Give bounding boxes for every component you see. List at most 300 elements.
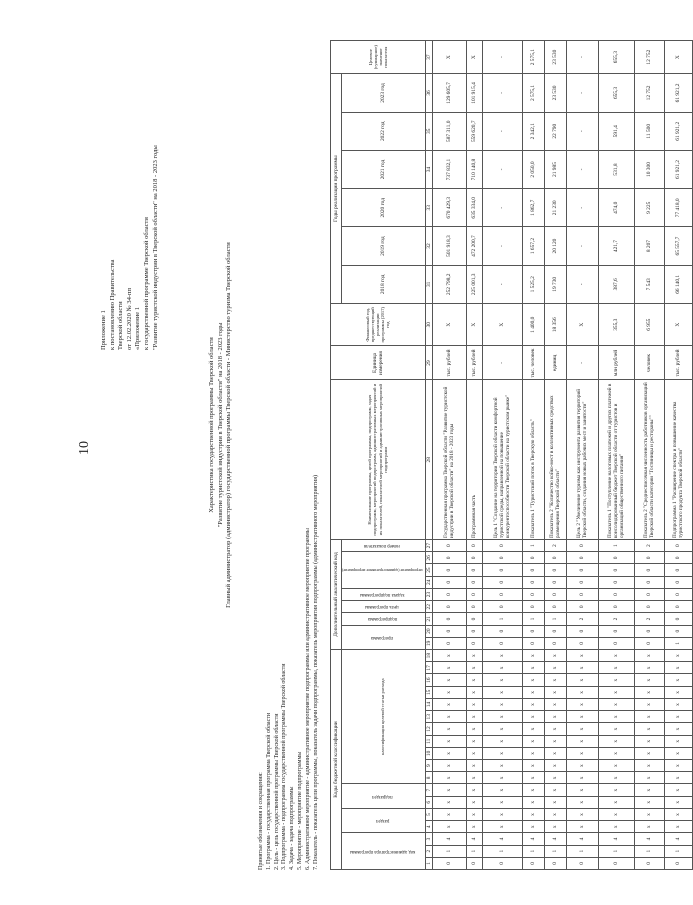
code-cell: x xyxy=(598,796,634,808)
row-name-cell: Программная часть xyxy=(466,380,482,539)
y2018-cell: 66 140,1 xyxy=(664,265,692,303)
fin-cell: 18 356 xyxy=(544,303,566,346)
code-cell: 0 xyxy=(522,637,544,649)
code-cell: x xyxy=(466,747,482,759)
code-cell: x xyxy=(482,674,522,686)
code-cell: 4 xyxy=(466,833,482,845)
code-cell: 0 xyxy=(466,576,482,588)
y2018-cell: 225 001,3 xyxy=(466,265,482,303)
fin-cell: X xyxy=(466,303,482,346)
unit-cell: человек xyxy=(634,346,664,380)
code-cell: 0 xyxy=(634,601,664,613)
unit-cell: тыс. рублей xyxy=(466,346,482,380)
column-number: 37 xyxy=(425,41,432,74)
code-cell: x xyxy=(466,796,482,808)
code-cell: 1 xyxy=(432,845,466,857)
note-line: 4. Задача - задача подпрограммы xyxy=(289,786,296,870)
y2021-cell: - xyxy=(566,150,598,188)
y2022-cell: 2 342,1 xyxy=(522,112,544,150)
code-cell: x xyxy=(482,698,522,710)
code-cell: x xyxy=(598,735,634,747)
column-number: 13 xyxy=(425,711,432,723)
code-cell: x xyxy=(544,723,566,735)
code-cell: x xyxy=(566,650,598,662)
code-cell: 0 xyxy=(664,539,692,551)
code-cell: x xyxy=(634,723,664,735)
code-cell: x xyxy=(482,747,522,759)
code-cell: x xyxy=(544,772,566,784)
y2018-cell: 1 525,2 xyxy=(522,265,544,303)
code-cell: x xyxy=(522,772,544,784)
code-cell: 4 xyxy=(522,833,544,845)
y2021-cell: 10 300 xyxy=(634,150,664,188)
code-cell: x xyxy=(634,760,664,772)
appendix-line: «Приложение 1 xyxy=(134,306,142,350)
code-cell: 0 xyxy=(466,588,482,600)
y2021-cell: 61 921,2 xyxy=(664,150,692,188)
code-cell: x xyxy=(544,760,566,772)
y2023-cell: - xyxy=(566,74,598,112)
code-cell: x xyxy=(634,821,664,833)
code-cell: 0 xyxy=(522,564,544,576)
code-cell: 0 xyxy=(566,564,598,576)
appendix-line: к государственной программе Тверской области xyxy=(142,217,150,350)
unit-cell: единиц xyxy=(544,346,566,380)
code-cell: 0 xyxy=(634,857,664,869)
code-cell: 1 xyxy=(598,539,634,551)
code-cell: x xyxy=(522,723,544,735)
row-name-cell: Государственная программа Тверской области "Развитие туристской индустрии в Тверской области" на 2018 - 2023 годы xyxy=(432,380,466,539)
years-header: Годы реализации программы xyxy=(331,74,342,304)
code-cell: 0 xyxy=(566,625,598,637)
table-row xyxy=(432,41,466,870)
code-cell: 1 xyxy=(544,845,566,857)
code-cell: x xyxy=(664,821,692,833)
code-cell: 0 xyxy=(432,576,466,588)
column-number: 20 xyxy=(425,625,432,637)
y2018-cell: 387,6 xyxy=(598,265,634,303)
code-cell: x xyxy=(482,662,522,674)
code-cell: x xyxy=(664,784,692,796)
code-cell: x xyxy=(664,650,692,662)
code-cell: 0 xyxy=(566,857,598,869)
result-cell: X xyxy=(466,41,482,74)
code-cell: x xyxy=(466,784,482,796)
appendix-block xyxy=(100,60,160,350)
code-cell: x xyxy=(522,784,544,796)
code-cell: 0 xyxy=(522,552,544,564)
row-name-cell: Цель 1 "Создание на территории Тверской области комфортной туристской среды, направленной на повышение конкурентоспособности Тверской области на туристском рынке" xyxy=(482,380,522,539)
y2020-cell: 9 225 xyxy=(634,189,664,227)
column-number: 4 xyxy=(425,821,432,833)
code-cell: 0 xyxy=(522,588,544,600)
code-cell: 0 xyxy=(432,613,466,625)
y2021-cell: 531,8 xyxy=(598,150,634,188)
result-cell: X xyxy=(664,41,692,74)
y2023-cell: - xyxy=(482,74,522,112)
code-cell: x xyxy=(482,650,522,662)
code-cell: 0 xyxy=(432,857,466,869)
code-cell: 0 xyxy=(482,637,522,649)
code-cell: 1 xyxy=(598,845,634,857)
code-cell: 2 xyxy=(598,613,634,625)
code-cell: x xyxy=(544,808,566,820)
code-cell: 0 xyxy=(634,576,664,588)
code-cell: x xyxy=(566,698,598,710)
code-cell: 0 xyxy=(466,539,482,551)
code-cell: x xyxy=(634,735,664,747)
code-cell: 0 xyxy=(466,625,482,637)
y2019-cell: 8 207 xyxy=(634,227,664,265)
code-cell: x xyxy=(634,796,664,808)
code-cell: x xyxy=(598,698,634,710)
fin-cell: X xyxy=(432,303,466,346)
column-number: 21 xyxy=(425,613,432,625)
y2018-cell: 19 730 xyxy=(544,265,566,303)
y2020-cell: 1 862,7 xyxy=(522,189,544,227)
table-row xyxy=(522,41,544,870)
code-cell: x xyxy=(482,760,522,772)
code-cell: x xyxy=(598,808,634,820)
column-number: 31 xyxy=(425,265,432,303)
y2023-cell: 61 921,2 xyxy=(664,74,692,112)
goal-col-header: цель программы xyxy=(342,601,426,613)
row-name-cell: Подпрограмма 1 "Расширение спектра и повышение качества туристского продукта Тверской области" xyxy=(664,380,692,539)
y2022-cell: - xyxy=(566,112,598,150)
note-line: 2. Цель - цель государственной программы Тверской области xyxy=(273,713,280,870)
code-cell: x xyxy=(598,784,634,796)
y2021-cell: - xyxy=(482,150,522,188)
note-line: 7. Показатель - показатель цели программы, показатель задачи подпрограммы, показатель мероприятия подпрограммы (административного мероприятия) xyxy=(312,474,319,870)
appendix-line: от 12.02.2020 № 34-пп xyxy=(125,288,133,350)
code-cell: x xyxy=(544,711,566,723)
code-cell: x xyxy=(664,760,692,772)
code-cell: x xyxy=(482,784,522,796)
code-cell: x xyxy=(664,674,692,686)
code-cell: x xyxy=(566,662,598,674)
code-cell: 0 xyxy=(664,857,692,869)
column-number: 27 xyxy=(425,539,432,551)
table-row xyxy=(634,41,664,870)
y2022-cell: 559 620,7 xyxy=(466,112,482,150)
code-cell: 0 xyxy=(466,601,482,613)
code-cell: 1 xyxy=(466,845,482,857)
code-cell: x xyxy=(482,772,522,784)
code-cell: x xyxy=(566,674,598,686)
code-cell: 0 xyxy=(664,564,692,576)
y2020-cell: 670 429,3 xyxy=(432,189,466,227)
y2022-cell: 11 500 xyxy=(634,112,664,150)
code-cell: x xyxy=(432,735,466,747)
code-cell: x xyxy=(544,747,566,759)
code-cell: x xyxy=(598,723,634,735)
code-cell: x xyxy=(466,735,482,747)
table-row xyxy=(566,41,598,870)
y2020-cell: - xyxy=(482,189,522,227)
code-cell: x xyxy=(432,772,466,784)
heading-line: "Развитие туристской индустрии в Тверской области" на 2018 - 2023 годы xyxy=(216,322,224,528)
code-cell: 0 xyxy=(598,601,634,613)
code-cell: 1 xyxy=(522,539,544,551)
y2019-cell: 472 200,7 xyxy=(466,227,482,265)
column-number: 14 xyxy=(425,698,432,710)
y2023-cell: 12 752 xyxy=(634,74,664,112)
result-cell: - xyxy=(482,41,522,74)
code-cell: 0 xyxy=(432,539,466,551)
column-number: 24 xyxy=(425,576,432,588)
code-cell: 0 xyxy=(634,637,664,649)
code-cell: 0 xyxy=(598,552,634,564)
y2021-cell: 2 050,0 xyxy=(522,150,544,188)
y2020-cell: 21 230 xyxy=(544,189,566,227)
heading-line: Главный администратор (администратор) государственной программы Тверской области - Министерство туризма Тверской области xyxy=(225,242,232,608)
code-cell: 1 xyxy=(664,637,692,649)
code-cell: x xyxy=(634,711,664,723)
code-cell: 0 xyxy=(482,552,522,564)
target-article-header: классификация целевой статьи расхода xyxy=(342,650,426,784)
y2019-cell: 501 918,3 xyxy=(432,227,466,265)
code-cell: x xyxy=(522,821,544,833)
column-number: 28 xyxy=(425,380,432,539)
code-cell: x xyxy=(598,686,634,698)
result-header: Целевое (суммарное) значение показателя xyxy=(331,41,426,74)
column-number: 10 xyxy=(425,747,432,759)
code-cell: x xyxy=(522,735,544,747)
code-cell: 0 xyxy=(432,588,466,600)
code-cell: 4 xyxy=(482,833,522,845)
code-cell: 0 xyxy=(566,588,598,600)
y2018-cell: - xyxy=(482,265,522,303)
unit-cell: тыс. человек xyxy=(522,346,544,380)
column-number: 34 xyxy=(425,150,432,188)
code-cell: 4 xyxy=(664,833,692,845)
code-cell: 0 xyxy=(544,552,566,564)
unit-cell: - xyxy=(482,346,522,380)
code-cell: 2 xyxy=(634,539,664,551)
y2023-cell: 129 605,7 xyxy=(432,74,466,112)
fin-cell: X xyxy=(482,303,522,346)
code-cell: x xyxy=(566,735,598,747)
code-cell: x xyxy=(432,808,466,820)
code-cell: 0 xyxy=(664,588,692,600)
y2023-cell: 655,3 xyxy=(598,74,634,112)
column-number: 25 xyxy=(425,564,432,576)
code-cell: x xyxy=(634,662,664,674)
column-number: 19 xyxy=(425,637,432,649)
y2020-cell: 77 418,0 xyxy=(664,189,692,227)
code-cell: 0 xyxy=(432,552,466,564)
code-cell: x xyxy=(482,711,522,723)
code-cell: x xyxy=(544,796,566,808)
code-cell: 1 xyxy=(544,613,566,625)
column-number: 29 xyxy=(425,346,432,380)
row-name-cell: Показатель 1 "Туристский поток в Тверскую область" xyxy=(522,380,544,539)
code-cell: x xyxy=(466,772,482,784)
fin-year-header: Финансовый год, предшествующий реализации программы (2017) год xyxy=(331,303,426,346)
code-cell: 0 xyxy=(664,601,692,613)
fin-cell: 355,3 xyxy=(598,303,634,346)
result-cell: 2 575,1 xyxy=(522,41,544,74)
code-cell: x xyxy=(522,650,544,662)
appendix-line: Тверской области xyxy=(117,301,125,350)
code-cell: x xyxy=(566,686,598,698)
code-cell: 1 xyxy=(566,845,598,857)
code-cell: x xyxy=(432,686,466,698)
program-characteristics-table xyxy=(330,40,693,870)
column-number: 12 xyxy=(425,723,432,735)
table-row xyxy=(598,41,634,870)
code-cell: x xyxy=(566,796,598,808)
code-cell: x xyxy=(664,796,692,808)
code-cell: x xyxy=(664,711,692,723)
code-cell: 0 xyxy=(466,857,482,869)
code-cell: 0 xyxy=(432,564,466,576)
note-line: 1. Программа - государственная программа Тверской области xyxy=(265,712,272,870)
unit-cell: млн рублей xyxy=(598,346,634,380)
result-cell: 23 530 xyxy=(544,41,566,74)
code-cell: x xyxy=(664,808,692,820)
code-cell: 0 xyxy=(634,625,664,637)
code-cell: 0 xyxy=(544,625,566,637)
code-cell: 0 xyxy=(566,552,598,564)
code-cell: x xyxy=(432,747,466,759)
rotated-content xyxy=(90,30,685,880)
code-cell: x xyxy=(566,808,598,820)
code-cell: x xyxy=(432,760,466,772)
code-cell: x xyxy=(482,808,522,820)
code-cell: 0 xyxy=(432,625,466,637)
code-cell: 1 xyxy=(522,845,544,857)
name-header: Наименование программы, целей программы, подпрограмм, задач подпрограмм, мероприятий подпрограмм, административных мероприятий и их показателей, показателей мероприятий и административных мероприятий подпрограмм xyxy=(331,380,426,539)
code-cell: 2 xyxy=(634,613,664,625)
code-cell: x xyxy=(566,711,598,723)
code-cell: x xyxy=(432,711,466,723)
code-cell: x xyxy=(522,747,544,759)
code-cell: x xyxy=(466,662,482,674)
code-cell: 0 xyxy=(544,637,566,649)
code-cell: x xyxy=(544,784,566,796)
code-cell: x xyxy=(598,747,634,759)
y2019-cell: 65 557,7 xyxy=(664,227,692,265)
code-cell: x xyxy=(544,735,566,747)
code-cell: x xyxy=(544,821,566,833)
code-cell: x xyxy=(466,650,482,662)
program-col-header: программа xyxy=(342,625,426,649)
code-cell: x xyxy=(598,711,634,723)
y2023-cell: 23 530 xyxy=(544,74,566,112)
code-cell: 0 xyxy=(634,588,664,600)
code-cell: x xyxy=(522,662,544,674)
y2021-cell: 710 140,8 xyxy=(466,150,482,188)
y2018-cell: 7 543 xyxy=(634,265,664,303)
note-line: Принятые обозначения и сокращения: xyxy=(258,772,264,870)
code-cell: x xyxy=(466,711,482,723)
admin-code-header: код администратора программы xyxy=(342,833,426,870)
year-2019-header: 2019 год xyxy=(342,227,426,265)
code-cell: x xyxy=(466,674,482,686)
code-cell: 0 xyxy=(466,564,482,576)
measure-col-header: мероприятие (административное мероприятие) xyxy=(342,552,426,589)
year-2021-header: 2021 год xyxy=(342,150,426,188)
y2018-cell: 252 798,2 xyxy=(432,265,466,303)
column-number: 6 xyxy=(425,796,432,808)
code-cell: x xyxy=(482,686,522,698)
heading-line: Характеристика государственной программы Тверской области xyxy=(208,337,215,513)
code-cell: 0 xyxy=(544,857,566,869)
code-cell: x xyxy=(544,674,566,686)
code-cell: 4 xyxy=(566,833,598,845)
column-number: 11 xyxy=(425,735,432,747)
code-cell: 4 xyxy=(544,833,566,845)
code-cell: 0 xyxy=(522,601,544,613)
code-cell: x xyxy=(522,808,544,820)
code-cell: 0 xyxy=(432,637,466,649)
code-cell: 2 xyxy=(566,613,598,625)
column-number: 8 xyxy=(425,772,432,784)
code-cell: x xyxy=(466,808,482,820)
unit-cell: тыс. рублей xyxy=(664,346,692,380)
y2022-cell: 591,4 xyxy=(598,112,634,150)
code-cell: 0 xyxy=(566,539,598,551)
code-cell: 0 xyxy=(432,601,466,613)
code-cell: 4 xyxy=(598,833,634,845)
code-cell: x xyxy=(664,772,692,784)
column-number: 23 xyxy=(425,588,432,600)
code-cell: x xyxy=(598,650,634,662)
code-cell: x xyxy=(634,650,664,662)
budget-codes-header: Коды бюджетной классификации xyxy=(331,650,342,870)
y2018-cell: - xyxy=(566,265,598,303)
column-number: 9 xyxy=(425,760,432,772)
result-cell: 655,3 xyxy=(598,41,634,74)
code-cell: x xyxy=(598,772,634,784)
column-number: 22 xyxy=(425,601,432,613)
code-cell: x xyxy=(566,772,598,784)
column-number: 16 xyxy=(425,674,432,686)
y2019-cell: 421,7 xyxy=(598,227,634,265)
result-cell: X xyxy=(432,41,466,74)
subprogram-col-header: подпрограмма xyxy=(342,613,426,625)
row-name-cell: Цель 2 "Увеличение туризма как инструмента развития территорий Тверской области, создания новых рабочих мест и занятости" xyxy=(566,380,598,539)
code-cell: 0 xyxy=(522,625,544,637)
y2022-cell: 61 921,2 xyxy=(664,112,692,150)
column-number: 33 xyxy=(425,189,432,227)
table-row xyxy=(664,41,692,870)
code-cell: 0 xyxy=(664,613,692,625)
page-number: 10 xyxy=(77,441,92,455)
code-cell: x xyxy=(432,784,466,796)
code-cell: x xyxy=(432,662,466,674)
appendix-line: Приложение 1 xyxy=(100,310,107,350)
note-line: 3. Подпрограмма - подпрограмма государственной программы Тверской области xyxy=(281,663,288,870)
code-cell: x xyxy=(598,760,634,772)
code-cell: x xyxy=(522,760,544,772)
code-cell: x xyxy=(566,723,598,735)
y2022-cell: 22 790 xyxy=(544,112,566,150)
appendix-line: "Развитие туристской индустрии в Тверской области" на 2018 - 2023 годы xyxy=(151,145,159,350)
code-cell: 0 xyxy=(598,564,634,576)
code-cell: 0 xyxy=(466,613,482,625)
result-cell: 12 752 xyxy=(634,41,664,74)
code-cell: x xyxy=(544,698,566,710)
column-number: 2 xyxy=(425,845,432,857)
code-cell: x xyxy=(664,747,692,759)
column-number: 35 xyxy=(425,112,432,150)
code-cell: x xyxy=(566,760,598,772)
code-cell: x xyxy=(522,796,544,808)
y2021-cell: 21 985 xyxy=(544,150,566,188)
column-number: 3 xyxy=(425,833,432,845)
